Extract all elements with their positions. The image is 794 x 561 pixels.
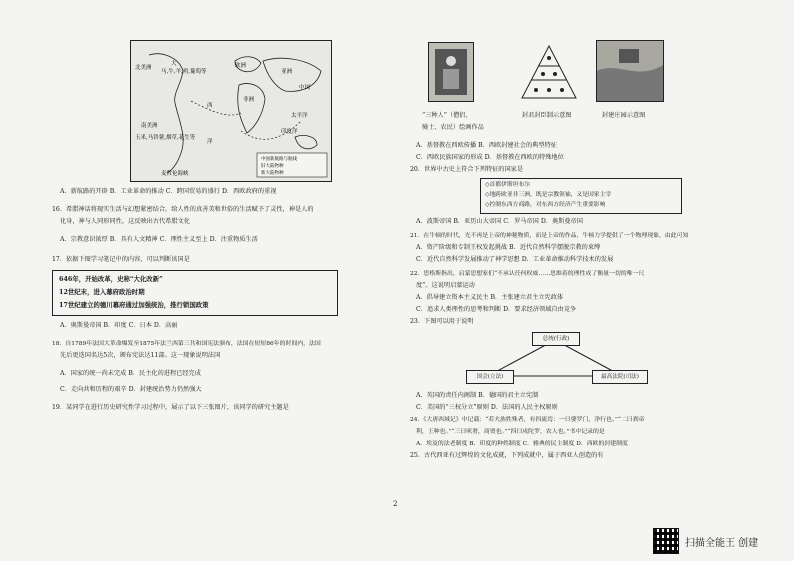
map-legend: 旧大陆物种 <box>261 164 284 169</box>
q25-stem: 25．古代西亚有过辉煌的文化成就，下列成就中，属于西亚人创造的有 <box>410 452 604 459</box>
q19-options-cd: C．西欧民族国家的形成 D．基督教在西欧的特殊地位 <box>416 154 564 161</box>
q18-stem-cont: 先后更迭国名达5次，颁布宪法达11部。这一现象说明法国 <box>60 352 221 359</box>
diagram-node-judicial: 最高法院(司法) <box>592 370 648 384</box>
map-legend: 新大陆物种 <box>261 171 284 176</box>
feudal-pyramid-diagram <box>518 44 580 100</box>
map-label: 玉米,马铃薯,烟草,花生等 <box>135 135 196 141</box>
q20-options: A．波斯帝国 B．亚历山大帝国 C．罗马帝国 D．奥斯曼帝国 <box>416 218 583 225</box>
q17-note-1: 646年，开始改革，史称“大化改新” <box>59 275 163 283</box>
q22-stem-cont: 度”。这说明启蒙运动 <box>416 282 475 289</box>
q19-options-ab: A．基督教在西欧传播 B．西欧封建社会的典型特征 <box>416 142 557 149</box>
map-legend: 中国新航路与航线 <box>261 157 297 162</box>
q17-note-3: 17世纪建立的德川幕府通过加强统治，推行锁国政策 <box>59 301 209 309</box>
manor-illustration <box>596 40 664 102</box>
q17-options: A．奥斯曼帝国 B．印度 C．日本 D．高丽 <box>60 322 178 329</box>
map-label: 大 <box>171 61 177 67</box>
world-map <box>131 41 331 181</box>
diagram-node-executive: 总统(行政) <box>532 332 580 346</box>
caption-feudal: 封君封臣制示意图 <box>522 112 572 119</box>
page-number: 2 <box>393 500 398 508</box>
caption-three-estates: “三种人”（僧侣、 <box>422 112 472 119</box>
map-label: 北美洲 <box>135 65 152 71</box>
q23-options-cd: C．美国的“三权分立”原则 D．法国的人民主权原则 <box>416 404 558 411</box>
q18-stem: 18．自1789年法国大革命爆发至1875年法兰西第三共和国宪法颁布，法国在短短86年的时间内，法国 <box>52 341 321 347</box>
q22-options-ab: A．倡导建立资本主义民主 B．主张建立君主立宪政体 <box>416 294 564 301</box>
map-label: 非洲 <box>243 97 255 103</box>
three-estates-painting <box>428 42 474 102</box>
q20-features-box <box>480 178 682 214</box>
caption-manor: 封建庄园示意图 <box>602 112 646 119</box>
separation-of-powers-diagram <box>460 332 650 384</box>
map-label: 欧洲 <box>235 63 247 69</box>
right-column <box>410 0 755 561</box>
q17-note-2: 12世纪末，进入幕府政治时期 <box>59 288 145 296</box>
q16-stem: 16．希腊神话将现实生活与幻想紧密结合，给人性的真善美和世俗的生活赋予了灵性，神是人的 <box>52 206 314 213</box>
map-label: 印度洋 <box>281 129 298 135</box>
q21-options-cd: C．近代自然科学发展推动了神学思想 D．工业革命推动科学技术的发展 <box>416 256 614 263</box>
map-label: 西 <box>207 103 213 109</box>
map-label: 亚洲 <box>281 69 293 75</box>
map-label: 麦哲伦海峡 <box>161 171 189 177</box>
q19-stem: 19．某同学在进行历史研究性学习过程中，展示了以下三张图片，该同学的研究主题是 <box>52 404 289 411</box>
q17-stem: 17．依据下图学习笔记中的内容，可以判断该国是 <box>52 256 190 263</box>
q24-stem: 24．《大唐西域记》中记载：“若夫族姓殊者，有四流焉：一曰婆罗门，净行也。”“二曰刹帝 <box>410 417 645 423</box>
map-label: 太平洋 <box>291 113 308 119</box>
q20-feature-2: ◇地跨欧亚非三洲，既是宗教领袖，又是国家主宰 <box>485 192 612 198</box>
q16-stem-cont: 化身，神与人同形同性，这反映出古代希腊文化 <box>60 218 190 225</box>
q22-options-cd: C．追求人类理性的思考和判断 D．要求经济领域自由竞争 <box>416 306 577 313</box>
world-map-figure <box>130 40 332 182</box>
q20-stem: 20．世界中古史上符合下列特征的国家是 <box>410 166 524 173</box>
map-label: 马,牛,羊,鸡,葡萄等 <box>161 69 207 75</box>
q18-options-ab: A．国家的统一尚未完成 B．民主化的进程已经完成 <box>60 370 201 377</box>
map-label: 南美洲 <box>141 123 158 129</box>
q20-feature-3: ◇控制东西方商路，对东西方经济产生重要影响 <box>485 202 606 208</box>
q18-options-cd: C．走向共和历程的艰辛 D．封建统治势力仍然强大 <box>60 386 202 393</box>
q17-notes-box <box>52 270 338 316</box>
scanner-label: 扫描全能王 创建 <box>685 537 759 549</box>
q23-options-ab: A．英国的责任内阁制 B．德国的君主立宪制 <box>416 392 539 399</box>
qr-code-icon <box>653 528 679 554</box>
q21-stem: 21．在牛顿的时代，光不再是上帝的神秘物质，而是上帝的作品，牛顿力学提供了一个物理现象，由此可知 <box>410 233 689 239</box>
diagram-node-legislative: 国会(立法) <box>466 370 514 384</box>
map-label: 中国 <box>299 85 311 91</box>
q23-stem: 23．下图可以用于说明 <box>410 318 474 325</box>
caption-three-estates-cont: 骑士、农民）绘画作品 <box>422 124 484 131</box>
q15-options: A．新航路的开辟 B．工业革命的推动 C．跨国贸易的盛行 D．西欧政府的重视 <box>60 188 277 195</box>
q16-options: A．宗教意识浓厚 B．具有人文精神 C．理性主义至上 D．注重物质生活 <box>60 236 258 243</box>
q24-stem-cont: 利，王种也。”“三曰吠奢，商贾也。”“四曰戍陀罗，农人也。”书中记录的是 <box>416 429 605 435</box>
map-label: 洋 <box>207 139 213 145</box>
q24-options: A．埃及的法老制度 B．印度的种姓制度 C．雅典的民主制度 D．西欧的封建制度 <box>416 441 628 447</box>
left-column <box>52 0 397 561</box>
q22-stem: 22．思格斯指出，启蒙思想家们“不承认任何权威……思维着的理性成了衡量一切的唯一尺 <box>410 271 645 277</box>
scanner-watermark <box>653 528 758 554</box>
q20-feature-1: ◇首都伊斯坦布尔 <box>485 182 531 188</box>
q21-options-ab: A．资产阶级和专制王权发起挑战 B．近代自然科学摆脱宗教的束缚 <box>416 244 601 251</box>
